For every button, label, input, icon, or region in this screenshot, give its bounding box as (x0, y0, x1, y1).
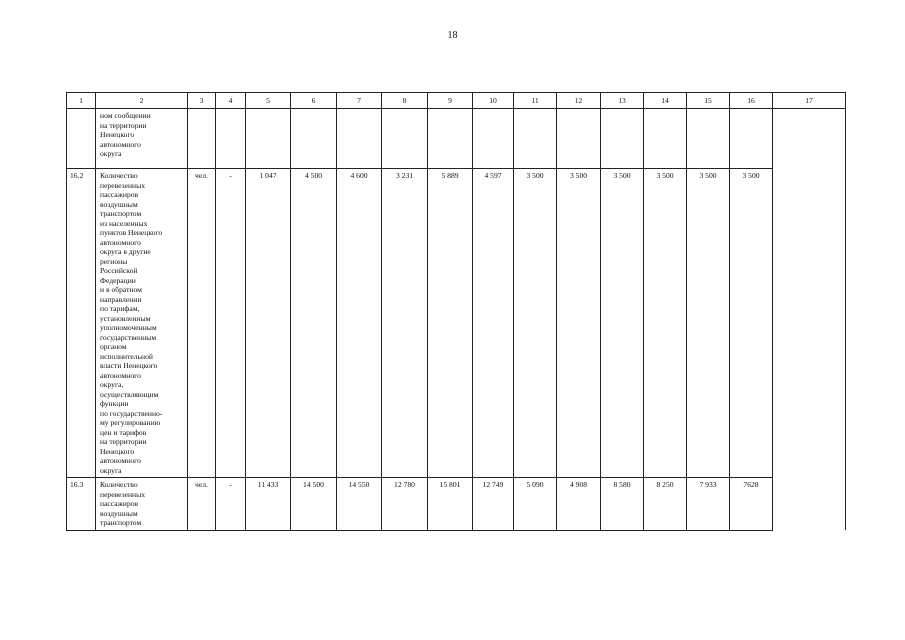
cell-value: 3 500 (644, 169, 687, 478)
cell-value: 5 889 (428, 169, 473, 478)
cell-col17 (773, 109, 846, 531)
cell-value: 14 500 (291, 478, 337, 531)
cell-value (601, 109, 644, 169)
cell-value: 1 047 (246, 169, 291, 478)
header-cell: 6 (291, 93, 337, 109)
cell-col4 (216, 109, 246, 169)
cell-value: 4 908 (557, 478, 601, 531)
cell-value: 8 580 (601, 478, 644, 531)
cell-value: 3 500 (687, 169, 730, 478)
cell-value: 12 780 (382, 478, 428, 531)
cell-value: 3 500 (557, 169, 601, 478)
header-cell: 11 (514, 93, 557, 109)
header-cell: 9 (428, 93, 473, 109)
cell-value (291, 109, 337, 169)
cell-num (67, 109, 96, 169)
cell-value: 3 500 (514, 169, 557, 478)
cell-value: 7 933 (687, 478, 730, 531)
cell-value: 3 500 (601, 169, 644, 478)
cell-value (644, 109, 687, 169)
cell-value: 14 550 (337, 478, 382, 531)
cell-value: 7628 (730, 478, 773, 531)
header-cell: 13 (601, 93, 644, 109)
cell-description: Количество перевезенных пассажиров воздушным транспортом (96, 478, 188, 531)
cell-col4: - (216, 169, 246, 478)
cell-num: 16.3 (67, 478, 96, 531)
table-row (67, 478, 846, 531)
cell-value (473, 109, 514, 169)
cell-unit (188, 109, 216, 169)
cell-value: 12 749 (473, 478, 514, 531)
cell-value: 8 250 (644, 478, 687, 531)
header-cell: 17 (773, 93, 846, 109)
cell-value: 3 500 (730, 169, 773, 478)
cell-unit: чел. (188, 169, 216, 478)
cell-value (557, 109, 601, 169)
header-cell: 15 (687, 93, 730, 109)
data-table (66, 92, 846, 531)
header-cell: 8 (382, 93, 428, 109)
header-cell: 12 (557, 93, 601, 109)
header-cell: 10 (473, 93, 514, 109)
cell-value: 4 600 (337, 169, 382, 478)
cell-col4: - (216, 478, 246, 531)
header-cell: 4 (216, 93, 246, 109)
cell-value (514, 109, 557, 169)
header-cell: 2 (96, 93, 188, 109)
cell-value (382, 109, 428, 169)
cell-description: ном сообщении на территории Ненецкого автономного округа (96, 109, 188, 169)
cell-value (730, 109, 773, 169)
header-cell: 16 (730, 93, 773, 109)
header-cell: 5 (246, 93, 291, 109)
cell-description: Количество перевезенных пассажиров воздушным транспортом из населенных пунктов Ненецкого автономного округа в другие регионы Российской Федерации и в обратном направлении по тарифам, установленным уполномоченным государственным органом исполнительной власти Ненецкого автономного округа, осуществляющим функции по государственно- му регулированию цен и тарифов на территории Ненецкого автономного округа (96, 169, 188, 478)
table-header-row (67, 93, 846, 109)
cell-value (246, 109, 291, 169)
header-cell: 14 (644, 93, 687, 109)
header-cell: 3 (188, 93, 216, 109)
header-cell: 7 (337, 93, 382, 109)
cell-value: 4 500 (291, 169, 337, 478)
cell-value: 11 433 (246, 478, 291, 531)
cell-value: 3 231 (382, 169, 428, 478)
cell-value (428, 109, 473, 169)
cell-value: 5 090 (514, 478, 557, 531)
page-number: 18 (447, 30, 458, 41)
cell-value: 15 801 (428, 478, 473, 531)
header-cell: 1 (67, 93, 96, 109)
cell-value (687, 109, 730, 169)
cell-value: 4 597 (473, 169, 514, 478)
table-row-continuation (67, 109, 846, 169)
cell-unit: чел. (188, 478, 216, 531)
cell-value (337, 109, 382, 169)
table-row (67, 169, 846, 478)
cell-num: 16.2 (67, 169, 96, 478)
